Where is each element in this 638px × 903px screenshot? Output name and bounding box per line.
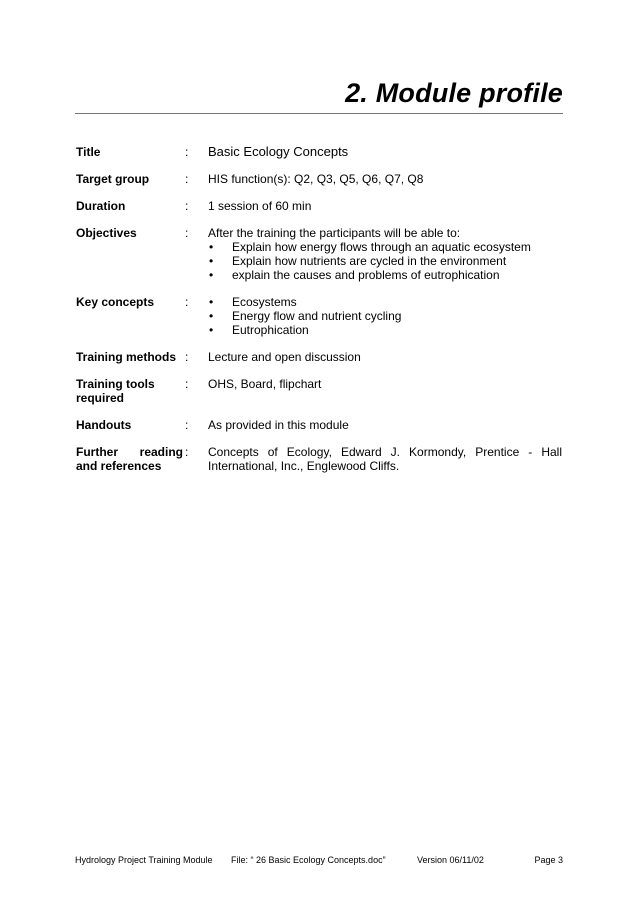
reference-line: International, Inc., Englewood Cliffs. bbox=[208, 459, 400, 473]
footer-page-number: Page 3 bbox=[534, 855, 563, 865]
objectives-intro: After the training the participants will be able to: bbox=[208, 226, 461, 240]
row-label: Handouts bbox=[76, 418, 132, 432]
row-label: Duration bbox=[76, 199, 126, 213]
row-label-line: and references bbox=[76, 459, 162, 473]
row-colon: : bbox=[185, 199, 189, 213]
reference-word: Kormondy, bbox=[409, 445, 467, 459]
row-label bbox=[76, 377, 183, 405]
profile-row-training-tools bbox=[76, 377, 562, 405]
row-label: Objectives bbox=[76, 226, 137, 240]
heading-divider bbox=[75, 113, 563, 114]
row-label-line bbox=[76, 445, 183, 459]
profile-row-objectives bbox=[76, 226, 562, 282]
section-heading: 2. Module profile bbox=[345, 78, 563, 108]
profile-row-key-concepts bbox=[76, 295, 562, 337]
list-item: • Explain how nutrients are cycled in the environment bbox=[208, 254, 562, 268]
profile-row-further-reading bbox=[76, 445, 562, 473]
row-colon: : bbox=[185, 350, 189, 364]
footer-file: File: “ 26 Basic Ecology Concepts.doc” bbox=[231, 855, 386, 865]
reference-word: - bbox=[528, 445, 533, 459]
reference-word: of bbox=[267, 445, 278, 459]
row-label-line: Training tools bbox=[76, 377, 155, 391]
row-value: Lecture and open discussion bbox=[208, 350, 361, 364]
row-label: Key concepts bbox=[76, 295, 155, 309]
row-colon: : bbox=[185, 418, 189, 432]
row-colon: : bbox=[185, 377, 189, 391]
list-item: • Energy flow and nutrient cycling bbox=[208, 309, 562, 323]
row-colon: : bbox=[185, 295, 189, 309]
row-value: OHS, Board, flipchart bbox=[208, 377, 322, 391]
reference-word: Prentice bbox=[475, 445, 520, 459]
row-colon: : bbox=[185, 226, 189, 240]
profile-row-handouts bbox=[76, 418, 562, 432]
row-value bbox=[208, 295, 562, 337]
profile-row-title bbox=[76, 145, 562, 159]
profile-row-training-methods bbox=[76, 350, 562, 364]
row-value: As provided in this module bbox=[208, 418, 349, 432]
list-item: • Ecosystems bbox=[208, 295, 562, 309]
row-value bbox=[208, 445, 562, 473]
reference-line bbox=[208, 445, 562, 459]
key-concepts-list bbox=[208, 295, 562, 337]
row-label-line: required bbox=[76, 391, 125, 405]
row-value bbox=[208, 226, 562, 282]
row-value: 1 session of 60 min bbox=[208, 199, 312, 213]
list-item: • Eutrophication bbox=[208, 323, 562, 337]
objectives-list bbox=[208, 240, 562, 282]
profile-row-target-group bbox=[76, 172, 562, 186]
list-item: • explain the causes and problems of eutrophication bbox=[208, 268, 562, 282]
reference-word: J. bbox=[390, 445, 401, 459]
row-label bbox=[76, 445, 183, 473]
row-colon: : bbox=[185, 145, 189, 159]
label-word: reading bbox=[139, 445, 183, 459]
profile-row-duration bbox=[76, 199, 562, 213]
row-label: Target group bbox=[76, 172, 150, 186]
list-item: • Explain how energy flows through an aquatic ecosystem bbox=[208, 240, 562, 254]
row-label: Title bbox=[76, 145, 101, 159]
reference-word: Hall bbox=[541, 445, 562, 459]
reference-word: Concepts bbox=[208, 445, 259, 459]
reference-word: Edward bbox=[340, 445, 382, 459]
module-profile-table bbox=[76, 145, 562, 486]
footer-version: Version 06/11/02 bbox=[417, 855, 484, 865]
row-label: Training methods bbox=[76, 350, 177, 364]
row-value: Basic Ecology Concepts bbox=[208, 144, 349, 159]
row-value: HIS function(s): Q2, Q3, Q5, Q6, Q7, Q8 bbox=[208, 172, 424, 186]
reference-word: Ecology, bbox=[286, 445, 332, 459]
page-footer bbox=[75, 855, 563, 865]
row-colon: : bbox=[185, 445, 189, 459]
footer-module: Hydrology Project Training Module bbox=[75, 855, 213, 865]
row-colon: : bbox=[185, 172, 189, 186]
label-word: Further bbox=[76, 445, 118, 459]
